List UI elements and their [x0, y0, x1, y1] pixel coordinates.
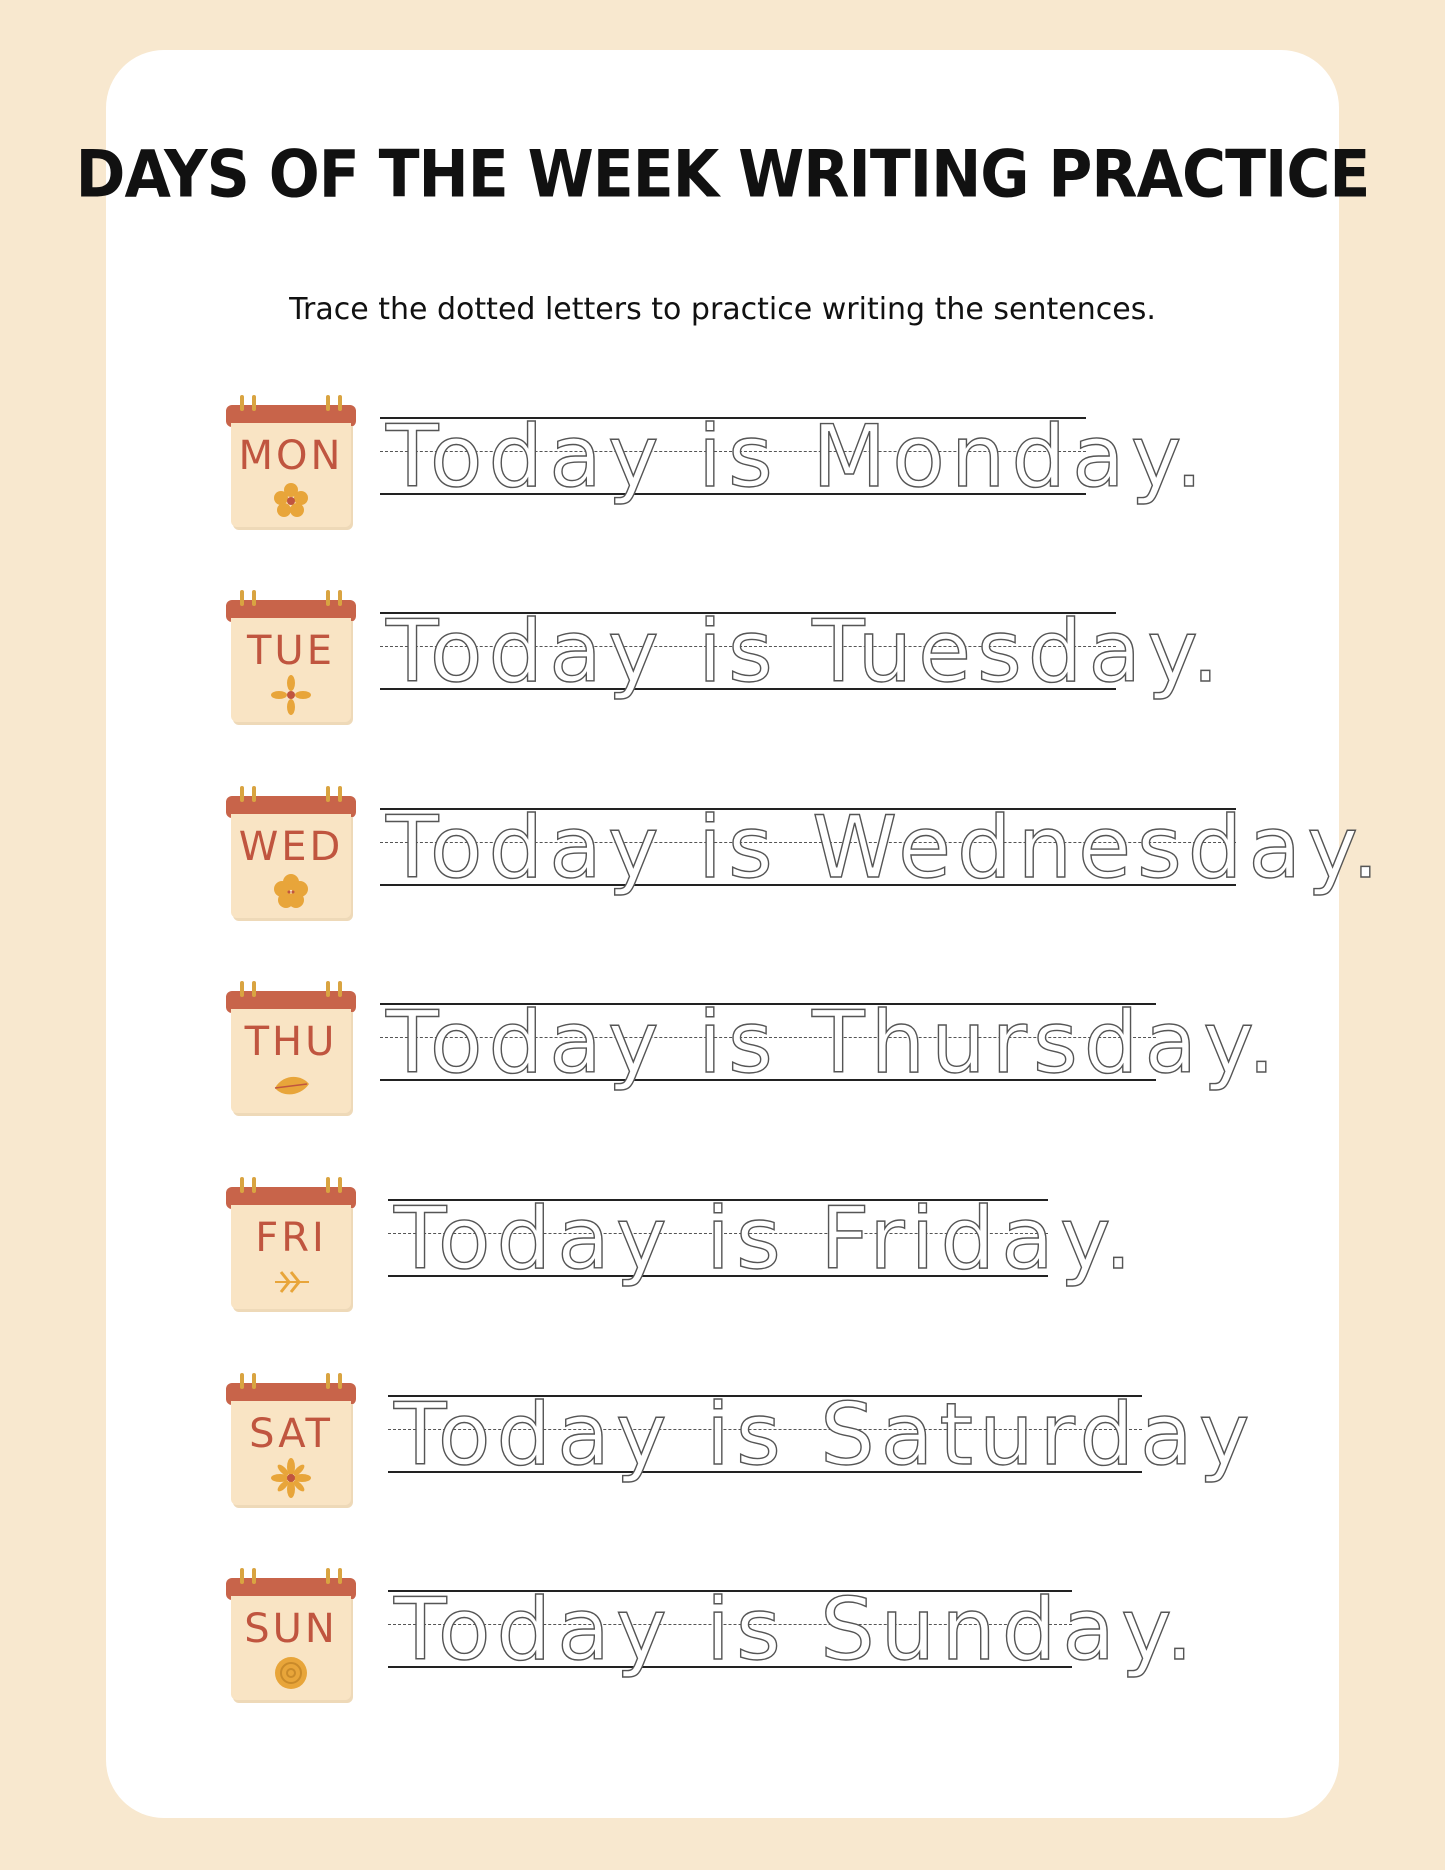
calendar-icon: [226, 786, 356, 921]
tracing-lines[interactable]: [380, 989, 1282, 1093]
trace-sentence: Today is Sunday.: [394, 1580, 1199, 1680]
day-abbreviation: SAT: [249, 1411, 333, 1457]
instructions-text: Trace the dotted letters to practice writing the sentences.: [289, 292, 1156, 327]
rose-icon: [271, 1653, 311, 1693]
trace-sentence: Today is Tuesday.: [386, 602, 1226, 702]
day-abbreviation: SUN: [244, 1606, 338, 1652]
day-row-friday: [226, 1177, 1266, 1312]
trace-sentence: Today is Thursday.: [386, 993, 1282, 1093]
tracing-lines[interactable]: [380, 598, 1226, 702]
day-row-saturday: [226, 1373, 1266, 1508]
day-row-tuesday: [226, 590, 1266, 725]
tracing-lines[interactable]: [380, 794, 1386, 898]
star-flower-icon: [271, 1458, 311, 1498]
calendar-icon: [226, 1373, 356, 1508]
day-abbreviation: WED: [238, 824, 344, 870]
trace-sentence: Today is Wednesday.: [386, 798, 1386, 898]
daisy-icon: [271, 675, 311, 715]
day-row-sunday: [226, 1568, 1266, 1703]
tracing-lines[interactable]: [380, 403, 1209, 507]
calendar-icon: [226, 1568, 356, 1703]
wheat-icon: [271, 1262, 311, 1302]
tracing-lines[interactable]: [388, 1185, 1138, 1289]
day-abbreviation: FRI: [255, 1215, 327, 1261]
day-abbreviation: MON: [238, 433, 344, 479]
leaf-icon: [271, 1066, 311, 1106]
page-title: DAYS OF THE WEEK WRITING PRACTICE: [75, 137, 1370, 213]
calendar-icon: [226, 395, 356, 530]
tracing-lines[interactable]: [388, 1381, 1256, 1485]
trace-sentence: Today is Saturday: [394, 1385, 1256, 1485]
day-abbreviation: THU: [244, 1019, 338, 1065]
calendar-icon: [226, 1177, 356, 1312]
day-abbreviation: TUE: [247, 628, 335, 674]
day-row-monday: [226, 395, 1266, 530]
trace-sentence: Today is Monday.: [386, 407, 1209, 507]
flower-icon: [271, 480, 311, 520]
blossom-icon: [271, 871, 311, 911]
day-row-thursday: [226, 981, 1282, 1116]
trace-sentence: Today is Friday.: [394, 1189, 1138, 1289]
calendar-icon: [226, 590, 356, 725]
tracing-lines[interactable]: [388, 1576, 1199, 1680]
day-row-wednesday: [226, 786, 1386, 921]
calendar-icon: [226, 981, 356, 1116]
